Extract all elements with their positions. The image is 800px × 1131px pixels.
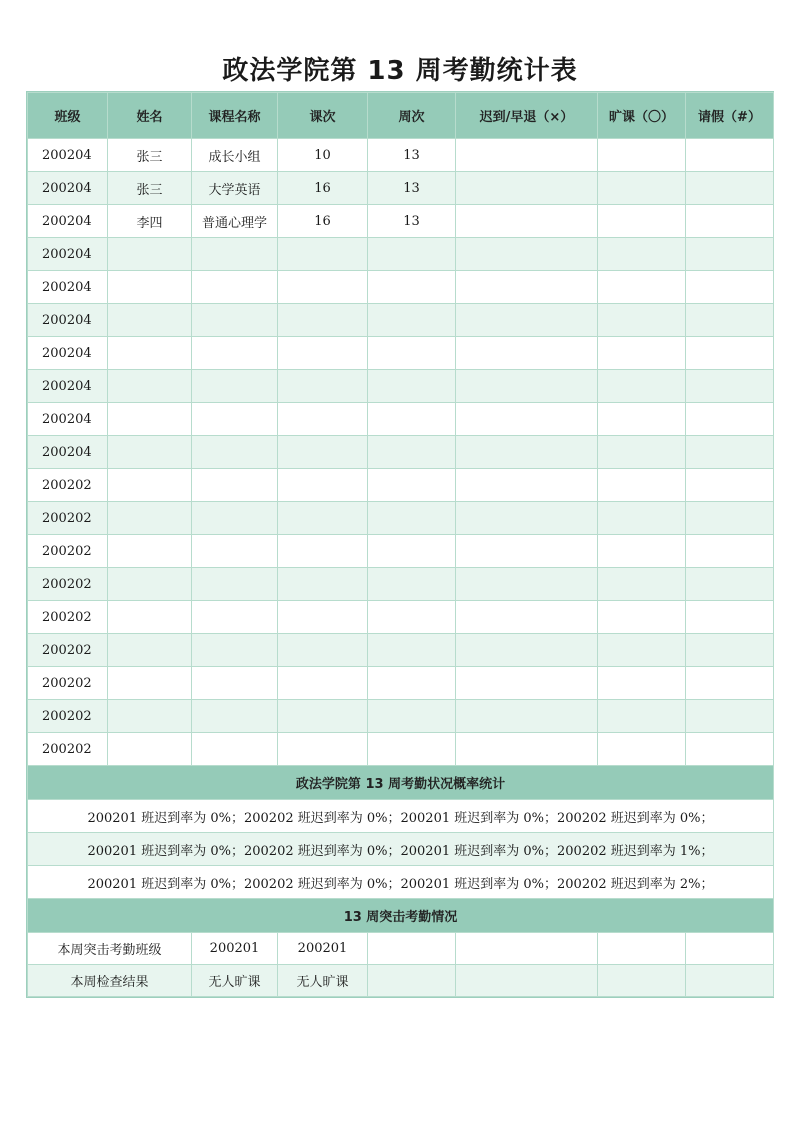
table-cell[interactable]: 200204 xyxy=(28,403,108,436)
table-cell[interactable] xyxy=(598,370,686,403)
table-row xyxy=(28,238,774,271)
spot-check-value[interactable] xyxy=(686,933,774,965)
column-header: 课次 xyxy=(278,93,368,139)
table-cell[interactable] xyxy=(192,535,278,568)
table-row xyxy=(28,601,774,634)
column-header: 姓名 xyxy=(108,93,192,139)
table-cell[interactable] xyxy=(192,700,278,733)
table-cell[interactable] xyxy=(192,271,278,304)
table-cell[interactable] xyxy=(278,238,368,271)
table-cell[interactable] xyxy=(598,172,686,205)
table-cell[interactable]: 200204 xyxy=(28,337,108,370)
table-row xyxy=(28,436,774,469)
table-cell[interactable] xyxy=(686,667,774,700)
table-cell[interactable] xyxy=(278,634,368,667)
table-cell[interactable] xyxy=(456,634,598,667)
table-cell[interactable] xyxy=(598,733,686,766)
table-cell[interactable]: 13 xyxy=(368,172,456,205)
column-header: 旷课（〇） xyxy=(598,93,686,139)
table-cell[interactable] xyxy=(686,700,774,733)
table-cell[interactable] xyxy=(108,634,192,667)
table-cell[interactable] xyxy=(686,469,774,502)
table-cell[interactable] xyxy=(598,271,686,304)
spot-check-row xyxy=(28,933,774,965)
table-cell[interactable]: 200202 xyxy=(28,469,108,502)
table-cell[interactable] xyxy=(456,700,598,733)
table-cell[interactable]: 成长小组 xyxy=(192,139,278,172)
table-row xyxy=(28,370,774,403)
table-cell[interactable] xyxy=(368,337,456,370)
column-header: 请假（#） xyxy=(686,93,774,139)
table-cell[interactable] xyxy=(456,568,598,601)
spot-check-row xyxy=(28,965,774,997)
table-cell[interactable] xyxy=(278,733,368,766)
column-header: 迟到/早退（×） xyxy=(456,93,598,139)
table-cell[interactable] xyxy=(278,502,368,535)
table-cell[interactable] xyxy=(278,337,368,370)
table-row xyxy=(28,568,774,601)
table-cell[interactable]: 200204 xyxy=(28,271,108,304)
table-cell[interactable] xyxy=(686,304,774,337)
table-cell[interactable] xyxy=(192,502,278,535)
table-cell[interactable] xyxy=(368,568,456,601)
table-cell[interactable] xyxy=(108,403,192,436)
table-cell[interactable] xyxy=(192,304,278,337)
table-cell[interactable]: 200202 xyxy=(28,700,108,733)
table-cell[interactable] xyxy=(456,337,598,370)
table-cell[interactable] xyxy=(686,139,774,172)
rate-line: 200201 班迟到率为 0%；200202 班迟到率为 0%；200201 班迟到率为 0%；200202 班迟到率为 0%； xyxy=(28,800,774,833)
table-row xyxy=(28,172,774,205)
table-cell[interactable] xyxy=(368,238,456,271)
rate-line: 200201 班迟到率为 0%；200202 班迟到率为 0%；200201 班迟到率为 0%；200202 班迟到率为 1%； xyxy=(28,833,774,866)
table-cell[interactable] xyxy=(108,568,192,601)
table-cell[interactable] xyxy=(686,403,774,436)
table-cell[interactable] xyxy=(686,502,774,535)
table-cell[interactable] xyxy=(368,634,456,667)
table-cell[interactable] xyxy=(686,601,774,634)
table-cell[interactable] xyxy=(108,667,192,700)
spot-check-value[interactable] xyxy=(686,965,774,997)
table-cell[interactable] xyxy=(192,238,278,271)
table-cell[interactable] xyxy=(368,601,456,634)
table-cell[interactable]: 16 xyxy=(278,205,368,238)
table-cell[interactable] xyxy=(278,667,368,700)
spot-check-value[interactable] xyxy=(598,965,686,997)
table-cell[interactable] xyxy=(278,370,368,403)
spot-check-value[interactable] xyxy=(456,933,598,965)
table-cell[interactable] xyxy=(192,733,278,766)
rate-section-header xyxy=(28,766,774,800)
table-cell[interactable] xyxy=(368,502,456,535)
table-cell[interactable]: 200202 xyxy=(28,667,108,700)
table-cell[interactable] xyxy=(456,172,598,205)
spot-check-value[interactable]: 200201 xyxy=(278,933,368,965)
table-cell[interactable] xyxy=(368,535,456,568)
table-cell[interactable] xyxy=(192,337,278,370)
table-cell[interactable] xyxy=(108,469,192,502)
table-cell[interactable] xyxy=(108,337,192,370)
spot-check-value[interactable]: 无人旷课 xyxy=(278,965,368,997)
table-cell[interactable]: 200204 xyxy=(28,304,108,337)
table-cell[interactable] xyxy=(456,271,598,304)
attendance-sheet xyxy=(26,91,774,998)
table-cell[interactable] xyxy=(686,568,774,601)
table-cell[interactable] xyxy=(192,601,278,634)
table-cell[interactable]: 200204 xyxy=(28,370,108,403)
spot-check-title: 13 周突击考勤情况 xyxy=(28,899,774,933)
table-header-row xyxy=(28,93,774,139)
table-cell[interactable] xyxy=(108,733,192,766)
table-cell[interactable] xyxy=(456,733,598,766)
table-row xyxy=(28,733,774,766)
table-cell[interactable] xyxy=(108,601,192,634)
table-cell[interactable] xyxy=(456,139,598,172)
page-title: 政法学院第 13 周考勤统计表 xyxy=(222,56,578,86)
rate-line: 200201 班迟到率为 0%；200202 班迟到率为 0%；200201 班迟到率为 0%；200202 班迟到率为 2%； xyxy=(28,866,774,899)
table-cell[interactable] xyxy=(108,700,192,733)
table-row xyxy=(28,700,774,733)
column-header: 班级 xyxy=(28,93,108,139)
table-cell[interactable] xyxy=(278,601,368,634)
table-cell[interactable] xyxy=(108,436,192,469)
table-row xyxy=(28,139,774,172)
table-row xyxy=(28,469,774,502)
table-cell[interactable] xyxy=(108,238,192,271)
column-header: 周次 xyxy=(368,93,456,139)
table-cell[interactable]: 200202 xyxy=(28,601,108,634)
table-cell[interactable] xyxy=(278,304,368,337)
table-cell[interactable] xyxy=(598,568,686,601)
table-cell[interactable] xyxy=(108,535,192,568)
table-cell[interactable] xyxy=(598,436,686,469)
table-cell[interactable] xyxy=(686,271,774,304)
table-row xyxy=(28,634,774,667)
table-cell[interactable] xyxy=(368,700,456,733)
table-cell[interactable] xyxy=(368,436,456,469)
table-cell[interactable] xyxy=(192,634,278,667)
table-row xyxy=(28,304,774,337)
table-cell[interactable]: 200204 xyxy=(28,205,108,238)
table-cell[interactable] xyxy=(456,238,598,271)
table-cell[interactable]: 200204 xyxy=(28,436,108,469)
table-cell[interactable] xyxy=(456,502,598,535)
table-row xyxy=(28,271,774,304)
table-cell[interactable] xyxy=(456,403,598,436)
table-cell[interactable]: 200204 xyxy=(28,139,108,172)
table-cell[interactable] xyxy=(456,304,598,337)
table-cell[interactable] xyxy=(686,238,774,271)
spot-check-value[interactable] xyxy=(598,933,686,965)
table-cell[interactable]: 200202 xyxy=(28,535,108,568)
table-cell[interactable] xyxy=(456,601,598,634)
table-cell[interactable]: 200204 xyxy=(28,172,108,205)
table-cell[interactable] xyxy=(192,403,278,436)
table-cell[interactable]: 10 xyxy=(278,139,368,172)
table-cell[interactable]: 200202 xyxy=(28,733,108,766)
table-cell[interactable] xyxy=(368,733,456,766)
table-cell[interactable] xyxy=(192,568,278,601)
table-row xyxy=(28,403,774,436)
table-cell[interactable]: 200202 xyxy=(28,568,108,601)
table-cell[interactable] xyxy=(456,370,598,403)
table-cell[interactable] xyxy=(108,502,192,535)
spot-check-value[interactable]: 200201 xyxy=(192,933,278,965)
spot-check-value[interactable] xyxy=(368,933,456,965)
table-cell[interactable] xyxy=(278,436,368,469)
spot-check-value[interactable] xyxy=(368,965,456,997)
table-cell[interactable] xyxy=(598,139,686,172)
table-cell[interactable] xyxy=(598,667,686,700)
table-cell[interactable]: 张三 xyxy=(108,139,192,172)
table-row xyxy=(28,205,774,238)
table-cell[interactable] xyxy=(368,370,456,403)
table-cell[interactable] xyxy=(686,172,774,205)
table-cell[interactable] xyxy=(598,601,686,634)
table-cell[interactable]: 李四 xyxy=(108,205,192,238)
table-row xyxy=(28,667,774,700)
table-cell[interactable] xyxy=(686,733,774,766)
table-cell[interactable]: 16 xyxy=(278,172,368,205)
spot-check-label: 本周突击考勤班级 xyxy=(28,933,192,965)
table-cell[interactable]: 张三 xyxy=(108,172,192,205)
table-cell[interactable] xyxy=(108,370,192,403)
table-cell[interactable] xyxy=(598,205,686,238)
table-cell[interactable] xyxy=(686,370,774,403)
table-cell[interactable] xyxy=(456,205,598,238)
table-cell[interactable] xyxy=(368,469,456,502)
table-cell[interactable] xyxy=(278,568,368,601)
table-cell[interactable] xyxy=(278,535,368,568)
table-cell[interactable] xyxy=(192,667,278,700)
table-cell[interactable] xyxy=(598,535,686,568)
table-cell[interactable] xyxy=(278,403,368,436)
table-cell[interactable] xyxy=(598,469,686,502)
table-cell[interactable] xyxy=(598,337,686,370)
table-cell[interactable] xyxy=(368,403,456,436)
table-cell[interactable] xyxy=(368,271,456,304)
table-cell[interactable] xyxy=(598,304,686,337)
table-cell[interactable] xyxy=(686,535,774,568)
rate-line-row xyxy=(28,800,774,833)
table-cell[interactable] xyxy=(456,667,598,700)
table-cell[interactable] xyxy=(192,436,278,469)
table-cell[interactable] xyxy=(368,304,456,337)
table-cell[interactable]: 13 xyxy=(368,205,456,238)
table-cell[interactable] xyxy=(108,304,192,337)
table-cell[interactable] xyxy=(192,469,278,502)
table-cell[interactable] xyxy=(686,634,774,667)
table-cell[interactable] xyxy=(686,205,774,238)
spot-check-label: 本周检查结果 xyxy=(28,965,192,997)
table-cell[interactable] xyxy=(456,535,598,568)
table-cell[interactable] xyxy=(686,436,774,469)
rate-section-title: 政法学院第 13 周考勤状况概率统计 xyxy=(28,766,774,800)
table-cell[interactable]: 普通心理学 xyxy=(192,205,278,238)
table-cell[interactable] xyxy=(278,469,368,502)
table-cell[interactable] xyxy=(598,634,686,667)
table-cell[interactable] xyxy=(686,337,774,370)
table-cell[interactable]: 200204 xyxy=(28,238,108,271)
attendance-table xyxy=(27,92,774,997)
table-row xyxy=(28,502,774,535)
table-cell[interactable]: 200202 xyxy=(28,634,108,667)
table-row xyxy=(28,337,774,370)
table-cell[interactable] xyxy=(456,469,598,502)
table-cell[interactable] xyxy=(598,238,686,271)
column-header: 课程名称 xyxy=(192,93,278,139)
table-cell[interactable] xyxy=(108,271,192,304)
table-cell[interactable]: 大学英语 xyxy=(192,172,278,205)
table-cell[interactable] xyxy=(278,700,368,733)
table-cell[interactable] xyxy=(598,700,686,733)
table-cell[interactable] xyxy=(368,667,456,700)
rate-line-row xyxy=(28,866,774,899)
table-cell[interactable] xyxy=(192,370,278,403)
table-cell[interactable] xyxy=(456,436,598,469)
table-cell[interactable]: 13 xyxy=(368,139,456,172)
spot-check-value[interactable]: 无人旷课 xyxy=(192,965,278,997)
table-row xyxy=(28,535,774,568)
table-cell[interactable]: 200202 xyxy=(28,502,108,535)
rate-line-row xyxy=(28,833,774,866)
table-cell[interactable] xyxy=(598,403,686,436)
spot-check-section-header xyxy=(28,899,774,933)
spot-check-value[interactable] xyxy=(456,965,598,997)
table-cell[interactable] xyxy=(278,271,368,304)
table-cell[interactable] xyxy=(598,502,686,535)
